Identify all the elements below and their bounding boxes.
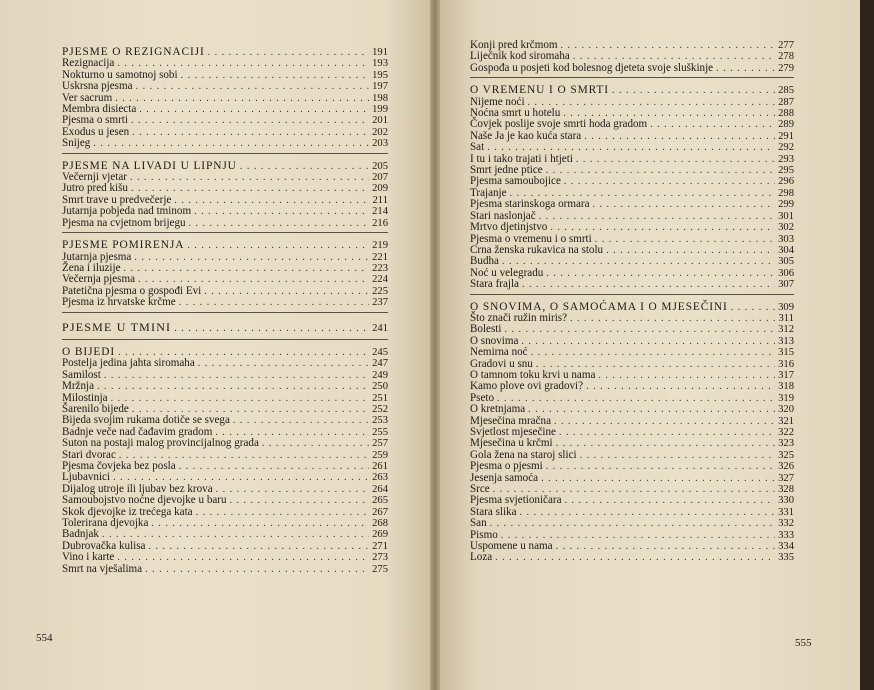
dot-leader	[216, 484, 369, 495]
toc-entry-page: 316	[778, 358, 794, 370]
toc-entry-page: 269	[372, 529, 388, 541]
dot-leader	[520, 507, 776, 518]
toc-entry-page: 303	[778, 233, 794, 245]
toc-entry-title: Badnje veče nad čađavim gradom	[62, 425, 213, 438]
toc-entry	[470, 552, 794, 563]
toc-entry	[470, 245, 794, 256]
dot-leader	[174, 195, 369, 206]
dot-leader	[124, 263, 370, 274]
toc-entry-title: Stari naslonjač	[470, 209, 536, 222]
toc-entry-page: 209	[372, 183, 388, 195]
toc-entry-page: 319	[778, 392, 794, 404]
toc-entry	[470, 199, 794, 210]
toc-entry-page: 273	[372, 552, 388, 564]
toc-entry	[62, 218, 388, 229]
toc-entry-title: Nijeme noći	[470, 95, 525, 108]
toc-entry-title: Rezignacija	[62, 57, 115, 70]
toc-entry-title: Večernji vjetar	[62, 171, 127, 184]
toc-entry-page: 315	[778, 347, 794, 359]
toc-entry	[62, 81, 388, 92]
section-rule	[62, 153, 388, 154]
toc-entry-page: 318	[778, 381, 794, 393]
dot-leader	[580, 450, 776, 461]
toc-entry-page: 219	[372, 240, 388, 252]
dot-leader	[554, 416, 775, 427]
toc-entry-page: 267	[372, 506, 388, 518]
toc-entry-title: San	[470, 517, 487, 530]
toc-entry-page: 221	[372, 251, 388, 263]
toc-entry-page: 296	[778, 176, 794, 188]
toc-entry-page: 320	[778, 404, 794, 416]
toc-entry-page: 201	[372, 115, 388, 127]
dot-leader	[145, 564, 369, 575]
toc-entry	[470, 222, 794, 233]
dot-leader	[550, 222, 775, 233]
toc-entry-page: 202	[372, 126, 388, 138]
toc-entry-page: 333	[778, 529, 794, 541]
dot-leader	[650, 119, 775, 130]
left-toc-column	[62, 40, 388, 575]
toc-entry-page: 252	[372, 403, 388, 415]
dot-leader	[490, 518, 775, 529]
toc-entry-title: Noćna smrt u hotelu	[470, 107, 561, 120]
toc-entry-page: 293	[778, 153, 794, 165]
toc-entry-title: O VREMENU I O SMRTI	[470, 84, 609, 97]
toc-entry-title: Membra disiecta	[62, 103, 137, 116]
toc-entry-title: Jesenja samoća	[470, 471, 539, 484]
book-gutter	[430, 0, 440, 690]
toc-entry-page: 317	[778, 369, 794, 381]
toc-entry-page: 304	[778, 244, 794, 256]
toc-entry-page: 191	[372, 47, 388, 58]
toc-entry-page: 197	[372, 81, 388, 93]
toc-entry-page: 305	[778, 256, 794, 268]
toc-entry-page: 277	[778, 40, 794, 51]
toc-entry	[470, 131, 794, 142]
toc-entry-page: 322	[778, 427, 794, 438]
toc-entry-title: PJESME POMIRENJA	[62, 239, 185, 252]
toc-entry	[470, 313, 794, 324]
toc-entry-title: Pjesma o vremenu i o smrti	[470, 232, 592, 245]
toc-entry-page: 241	[372, 322, 388, 334]
toc-entry-page: 330	[778, 495, 794, 507]
toc-entry-title: Pjesma starinskoga ormara	[470, 198, 590, 211]
toc-entry-page: 225	[372, 285, 388, 297]
toc-entry-title: Mržnja	[62, 380, 95, 393]
dot-leader	[565, 495, 776, 506]
toc-entry-page: 198	[372, 92, 388, 104]
toc-entry-page: 334	[778, 541, 794, 553]
toc-entry	[470, 381, 794, 392]
dot-leader	[130, 172, 369, 183]
toc-entry	[62, 138, 388, 149]
dot-leader	[487, 142, 775, 153]
dot-leader	[111, 393, 369, 404]
toc-entry	[470, 404, 794, 415]
toc-entry-title: Šarenilo bijede	[62, 402, 129, 415]
toc-entry	[470, 541, 794, 552]
toc-entry-title: Budha	[470, 255, 499, 268]
toc-entry-title: Milostinja	[62, 391, 108, 404]
toc-entry	[62, 206, 388, 217]
toc-entry	[62, 127, 388, 138]
toc-entry-title: Smrt trave u predvečerje	[62, 193, 172, 206]
toc-entry-title: Ljubavnici	[62, 471, 111, 484]
dot-leader	[539, 211, 775, 222]
toc-entry-title: Sat	[470, 141, 485, 154]
toc-entry	[62, 518, 388, 529]
toc-entry-page: 261	[372, 461, 388, 472]
toc-entry-title: Nokturno u samotnoj sobi	[62, 68, 178, 81]
toc-entry-page: 237	[372, 297, 388, 309]
dot-leader	[606, 245, 775, 256]
toc-entry	[62, 358, 388, 369]
toc-entry	[470, 495, 794, 506]
toc-entry-page: 268	[372, 518, 388, 530]
toc-entry-title: Snijeg	[62, 137, 91, 150]
toc-entry	[470, 63, 794, 74]
toc-entry-page: 301	[778, 210, 794, 222]
dot-leader	[495, 552, 775, 563]
toc-entry-page: 271	[372, 540, 388, 552]
dot-leader	[546, 165, 775, 176]
toc-entry	[470, 279, 794, 290]
toc-entry-page: 249	[372, 369, 388, 381]
toc-entry-page: 279	[778, 62, 794, 74]
toc-entry-title: Što znači ružin miris?	[470, 311, 568, 324]
toc-entry-title: Bolesti	[470, 323, 502, 336]
toc-entry-page: 298	[778, 187, 794, 199]
toc-entry-title: Naše Ja je kao kuća stara	[470, 129, 582, 142]
toc-entry-title: O snovima	[470, 334, 519, 347]
toc-entry-page: 299	[778, 199, 794, 211]
toc-entry-title: Stari dvorac	[62, 448, 116, 461]
toc-entry-page: 275	[372, 563, 388, 575]
toc-entry-title: Večernja pjesma	[62, 273, 135, 286]
toc-entry-page: 323	[778, 438, 794, 450]
toc-section-heading	[62, 319, 388, 334]
toc-entry-page: 250	[372, 381, 388, 393]
toc-entry-page: 295	[778, 165, 794, 177]
section-rule	[62, 339, 388, 340]
dot-leader	[131, 115, 369, 126]
toc-entry-page: 214	[372, 206, 388, 218]
toc-entry-page: 207	[372, 172, 388, 184]
dot-leader	[181, 70, 370, 81]
dot-leader	[117, 552, 369, 563]
toc-entry-title: O tamnom toku krvi u nama	[470, 368, 596, 381]
right-toc-column	[470, 40, 794, 564]
dot-leader	[528, 97, 776, 108]
dot-leader	[204, 286, 369, 297]
dot-leader	[174, 323, 369, 334]
toc-entry-title: Pjesma na cvjetnom brijegu	[62, 216, 186, 229]
dot-leader	[576, 154, 775, 165]
toc-entry-page: 247	[372, 358, 388, 370]
toc-entry-title: Smrt jedne ptice	[470, 164, 543, 177]
toc-entry-page: 287	[778, 96, 794, 108]
toc-entry-page: 265	[372, 495, 388, 507]
toc-entry	[62, 381, 388, 392]
toc-entry-page: 328	[778, 484, 794, 496]
dot-leader	[194, 206, 369, 217]
toc-entry-page: 289	[778, 119, 794, 131]
toc-entry-title: Ver sacrum	[62, 91, 113, 104]
dot-leader	[196, 507, 370, 518]
toc-entry	[470, 518, 794, 529]
toc-entry-title: Pseto	[470, 391, 495, 404]
dot-leader	[187, 240, 369, 251]
toc-entry	[62, 438, 388, 449]
toc-entry-title: Mjesečina u krčmi	[470, 437, 553, 450]
dot-leader	[556, 541, 776, 552]
dot-leader	[502, 256, 775, 267]
toc-entry	[470, 507, 794, 518]
toc-entry-page: 259	[372, 449, 388, 461]
toc-entry-title: Gradovi u snu	[470, 357, 533, 370]
toc-entry-title: O kretnjama	[470, 403, 526, 416]
dot-leader	[179, 461, 369, 472]
toc-entry-page: 211	[372, 194, 388, 206]
toc-entry-page: 335	[778, 552, 794, 564]
dot-leader	[731, 302, 775, 313]
toc-entry-page: 263	[372, 472, 388, 484]
toc-entry	[470, 256, 794, 267]
toc-entry-title: Pjesma svjetioničara	[470, 494, 562, 507]
toc-entry-title: Gospođa u posjeti kod bolesnog djeteta svoje sluškinje	[470, 61, 714, 74]
toc-entry-page: 195	[372, 69, 388, 81]
toc-entry-page: 311	[778, 312, 794, 324]
toc-entry	[470, 176, 794, 187]
toc-entry-page: 251	[372, 392, 388, 404]
toc-entry-page: 327	[778, 472, 794, 484]
toc-entry-title: Liječnik kod siromaha	[470, 50, 570, 63]
toc-entry-page: 285	[778, 85, 794, 97]
toc-entry-title: Žena i iluzije	[62, 261, 121, 274]
dot-leader	[561, 40, 776, 51]
toc-entry-page: 307	[778, 279, 794, 291]
dot-leader	[230, 495, 370, 506]
toc-entry	[62, 495, 388, 506]
dot-leader	[586, 381, 775, 392]
toc-entry-title: Bijeda svojim rukama dotiče se svega	[62, 414, 230, 427]
dot-leader	[598, 370, 775, 381]
toc-entry-title: Suton na postaji malog provincijalnog grada	[62, 437, 259, 450]
dot-leader	[104, 370, 369, 381]
dot-leader	[115, 93, 369, 104]
toc-entry-page: 253	[372, 415, 388, 427]
toc-entry-title: Dubrovačka kulisa	[62, 539, 146, 552]
toc-entry-title: Skok djevojke iz trećega kata	[62, 505, 193, 518]
toc-entry-title: Pjesma samoubojice	[470, 175, 561, 188]
toc-section-heading	[62, 240, 388, 251]
toc-entry-title: Pjesma iz hrvatske krčme	[62, 296, 176, 309]
toc-entry-title: Čovjek poslije svoje smrti hoda gradom	[470, 118, 648, 131]
toc-entry-title: Gola žena na staroj slici	[470, 448, 577, 461]
toc-entry-page: 291	[778, 130, 794, 142]
dot-leader	[531, 347, 776, 358]
toc-entry-title: Samilost	[62, 368, 101, 381]
dot-leader	[546, 461, 775, 472]
toc-entry-title: Pjesma o smrti	[62, 114, 128, 127]
toc-entry-page: 278	[778, 51, 794, 63]
toc-entry-title: Stara frajla	[470, 278, 519, 291]
dot-leader	[541, 473, 775, 484]
toc-entry-title: Mrtvo djetinjstvo	[470, 221, 548, 234]
dot-leader	[139, 104, 369, 115]
toc-entry-title: Konji pred krčmom	[470, 39, 558, 51]
toc-entry-title: Vino i karte	[62, 551, 115, 564]
toc-entry	[470, 142, 794, 153]
toc-entry-page: 203	[372, 138, 388, 150]
toc-entry-title: Samoubojstvo noćne djevojke u baru	[62, 494, 227, 507]
toc-entry	[470, 347, 794, 358]
toc-section-heading	[470, 85, 794, 96]
toc-entry-page: 205	[372, 160, 388, 172]
dot-leader	[595, 234, 775, 245]
dot-leader	[262, 438, 369, 449]
toc-entry-page: 245	[372, 346, 388, 358]
toc-entry	[470, 461, 794, 472]
toc-entry-page: 255	[372, 426, 388, 438]
toc-entry-title: Svjetlost mjesečine	[470, 426, 556, 438]
toc-entry-page: 313	[778, 335, 794, 347]
toc-entry	[470, 324, 794, 335]
toc-entry-title: I tu i tako trajati i htjeti	[470, 152, 573, 165]
toc-entry-title: Smrt na vješalima	[62, 562, 143, 575]
dot-leader	[136, 81, 370, 92]
dot-leader	[151, 518, 369, 529]
dot-leader	[593, 199, 776, 210]
toc-entry-page: 199	[372, 104, 388, 116]
toc-entry-page: 193	[372, 58, 388, 70]
section-rule	[62, 312, 388, 313]
toc-entry-page: 292	[778, 142, 794, 154]
dot-leader	[179, 297, 369, 308]
dot-leader	[528, 404, 775, 415]
section-rule	[470, 77, 794, 78]
dot-leader	[134, 252, 369, 263]
toc-entry-page: 224	[372, 274, 388, 286]
toc-entry-title: Uskrsna pjesma	[62, 80, 133, 93]
dot-leader	[93, 138, 369, 149]
dot-leader	[240, 161, 369, 172]
toc-entry-title: Jutarnja pjesma	[62, 250, 132, 263]
toc-entry-page: 223	[372, 262, 388, 274]
dot-leader	[208, 47, 369, 58]
toc-entry	[62, 461, 388, 472]
section-rule	[62, 232, 388, 233]
toc-entry-title: PJESME U TMINI	[62, 319, 172, 334]
toc-entry-page: 321	[778, 415, 794, 427]
toc-entry-page: 216	[372, 217, 388, 229]
background-edge	[860, 0, 874, 690]
dot-leader	[556, 438, 776, 449]
toc-entry-title: Badnjak	[62, 528, 99, 541]
dot-leader	[716, 63, 775, 74]
left-page-number: 554	[36, 632, 53, 644]
toc-entry-page: 325	[778, 449, 794, 461]
toc-entry-title: Patetična pjesma o gospođi Evi	[62, 284, 202, 297]
dot-leader	[189, 218, 370, 229]
dot-leader	[149, 541, 370, 552]
toc-entry-title: Pismo	[470, 528, 498, 541]
toc-entry-title: Stara slika	[470, 505, 517, 518]
dot-leader	[564, 176, 775, 187]
toc-entry	[470, 473, 794, 484]
dot-leader	[132, 127, 369, 138]
toc-entry-title: Kamo plove ovi gradovi?	[470, 380, 584, 393]
toc-entry	[62, 274, 388, 285]
toc-entry-title: Dijalog utroje ili ljubav bez krova	[62, 482, 213, 495]
toc-entry-title: Jutro pred kišu	[62, 182, 128, 195]
toc-entry-title: Postelja jedina jahta siromaha	[62, 357, 195, 370]
toc-entry-title: Srce	[470, 483, 490, 496]
dot-leader	[504, 324, 775, 335]
toc-entry-title: Noć u velegradu	[470, 266, 544, 279]
toc-entry-title: Crna ženska rukavica na stolu	[470, 243, 604, 256]
toc-entry-page: 309	[778, 301, 794, 313]
toc-entry-title: Exodus u jesen	[62, 125, 130, 138]
toc-entry-title: PJESME O REZIGNACIJI	[62, 46, 205, 58]
toc-entry-page: 332	[778, 518, 794, 530]
right-page-number: 555	[795, 637, 812, 649]
toc-entry-title: Nemirna noć	[470, 346, 528, 359]
toc-entry-title: Mjesečina mračna	[470, 414, 552, 427]
toc-entry-page: 264	[372, 483, 388, 495]
dot-leader	[584, 131, 775, 142]
toc-entry	[62, 564, 388, 575]
dot-leader	[138, 274, 369, 285]
toc-entry-page: 326	[778, 461, 794, 473]
toc-entry-page: 302	[778, 222, 794, 234]
toc-entry-title: Loza	[470, 551, 493, 564]
section-rule	[470, 294, 794, 295]
dot-leader	[497, 393, 775, 404]
toc-entry	[62, 297, 388, 308]
toc-entry-title: Trajanje	[470, 186, 507, 199]
toc-entry-title: O BIJEDI	[62, 345, 116, 358]
toc-entry	[62, 370, 388, 381]
dot-leader	[559, 427, 775, 438]
toc-entry-title: Uspomene u nama	[470, 540, 553, 553]
dot-leader	[198, 358, 369, 369]
dot-leader	[546, 268, 775, 279]
toc-entry-title: Jutarnja pobjeda nad tminom	[62, 205, 192, 218]
dot-leader	[233, 415, 369, 426]
dot-leader	[522, 279, 775, 290]
toc-entry-title: Pjesma o pjesmi	[470, 460, 543, 473]
toc-entry-page: 331	[778, 506, 794, 518]
dot-leader	[521, 336, 775, 347]
dot-leader	[97, 381, 369, 392]
dot-leader	[612, 85, 775, 96]
toc-entry-title: PJESME NA LIVADI U LIPNJU	[62, 159, 237, 172]
toc-entry-page: 288	[778, 108, 794, 120]
toc-entry-title: Pjesma čovjeka bez posla	[62, 460, 176, 472]
toc-entry-page: 312	[778, 324, 794, 336]
dot-leader	[570, 313, 775, 324]
toc-entry	[62, 552, 388, 563]
toc-entry-title: O SNOVIMA, O SAMOĆAMA I O MJESEČINI	[470, 300, 728, 313]
toc-entry-title: Tolerirana djevojka	[62, 517, 149, 530]
toc-entry-page: 306	[778, 267, 794, 279]
toc-entry-page: 257	[372, 438, 388, 450]
